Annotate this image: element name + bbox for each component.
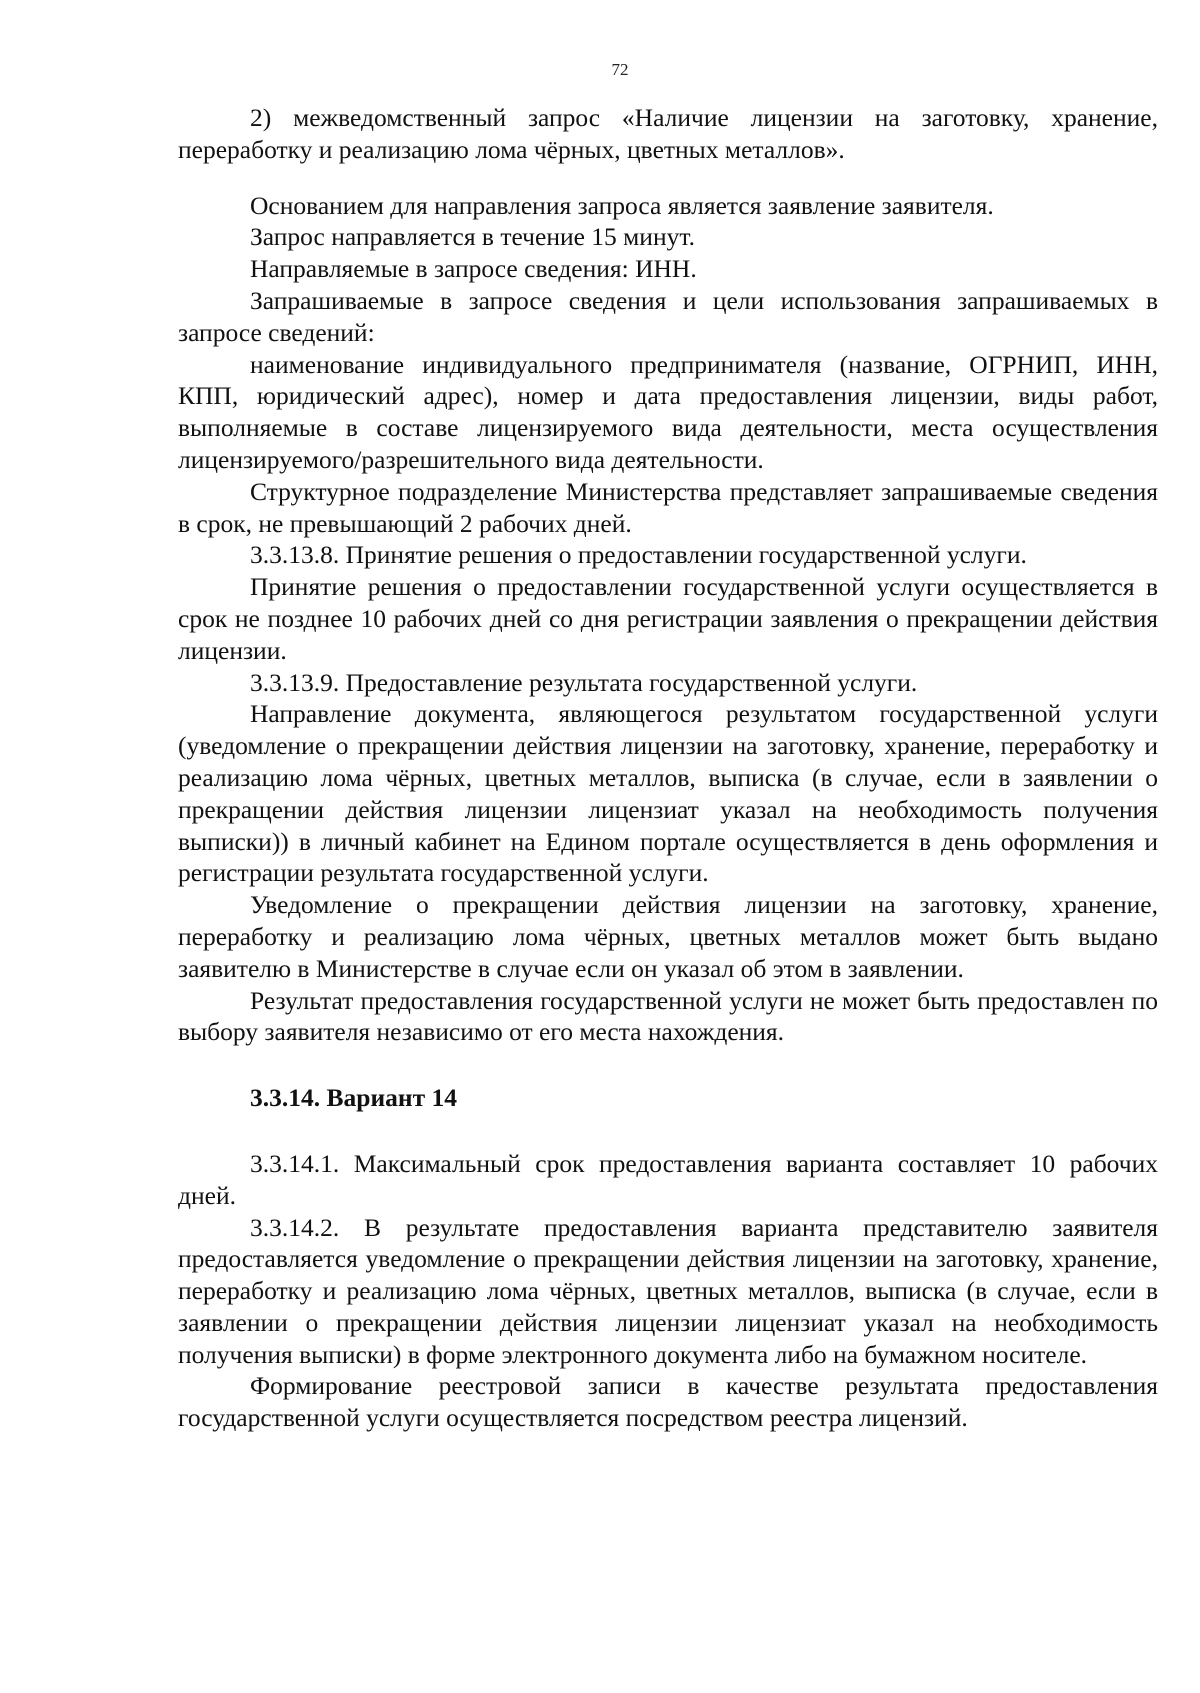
paragraph-ministry-response: Структурное подразделение Министерства представляет запрашиваемые сведения в срок, не превышающий 2 рабочих дней. — [178, 476, 1158, 538]
page-number: 72 — [611, 60, 629, 79]
paragraph-section-3-3-14-1: 3.3.14.1. Максимальный срок предоставления варианта составляет 10 рабочих дней. — [178, 1148, 1158, 1210]
paragraph-section-3-3-13-8: 3.3.13.8. Принятие решения о предоставлении государственной услуги. — [250, 540, 1027, 570]
paragraph-interagency-request: 2) межведомственный запрос «Наличие лицензии на заготовку, хранение, переработку и реализацию лома чёрных, цветных металлов». — [178, 103, 1158, 164]
paragraph-section-3-3-13-9: 3.3.13.9. Предоставление результата государственной услуги. — [250, 667, 918, 697]
paragraph-request-data: Направляемые в запросе сведения: ИНН. — [250, 254, 697, 284]
paragraph-request-timing: Запрос направляется в течение 15 минут. — [250, 222, 695, 252]
paragraph-registry-record: Формирование реестровой записи в качестве результата предоставления государственной услуги осуществляется посредством реестра лицензий. — [178, 1371, 1158, 1433]
paragraph-request-basis: Основанием для направления запроса является заявление заявителя. — [250, 190, 994, 220]
paragraph-result-location: Результат предоставления государственной услуги не может быть предоставлен по выбору заявителя независимо от его места нахождения. — [178, 985, 1158, 1047]
paragraph-entrepreneur-info: наименование индивидуального предпринимателя (название, ОГРНИП, ИНН, КПП, юридический адрес), номер и дата предоставления лицензии, виды работ, выполняемые в составе лицензируемого вида деятельности, места осуществления лицензируемого/разрешительного вида деятельности. — [178, 349, 1158, 474]
document-body — [178, 102, 1158, 1434]
paragraph-requested-info: Запрашиваемые в запросе сведения и цели использования запрашиваемых в запросе сведений: — [178, 285, 1158, 347]
paragraph-result-delivery: Направление документа, являющегося результатом государственной услуги (уведомление о прекращении действия лицензии на заготовку, хранение, переработку и реализацию лома чёрных, цветных металлов, выписка (в случае, если в заявлении о прекращении действия лицензии лицензиат указал на необходимость получения выписки)) в личный кабинет на Едином портале осуществляется в день оформления и регистрации результата государственной услуги. — [178, 699, 1158, 888]
section-heading-variant-14: 3.3.14. Вариант 14 — [250, 1083, 457, 1113]
paragraph-decision-timing: Принятие решения о предоставлении государственной услуги осуществляется в срок не позднее 10 рабочих дней со дня регистрации заявления о прекращении действия лицензии. — [178, 572, 1158, 665]
paragraph-section-3-3-14-2: 3.3.14.2. В результате предоставления варианта представителю заявителя предоставляется уведомление о прекращении действия лицензии на заготовку, хранение, переработку и реализацию лома чёрных, цветных металлов, выписка (в случае, если в заявлении о прекращении действия лицензии лицензиат указал на необходимость получения выписки) в форме электронного документа либо на бумажном носителе. — [178, 1212, 1158, 1369]
paragraph-notice-issue: Уведомление о прекращении действия лицензии на заготовку, хранение, переработку и реализацию лома чёрных, цветных металлов может быть выдано заявителю в Министерстве в случае если он указал об этом в заявлении. — [178, 890, 1158, 983]
